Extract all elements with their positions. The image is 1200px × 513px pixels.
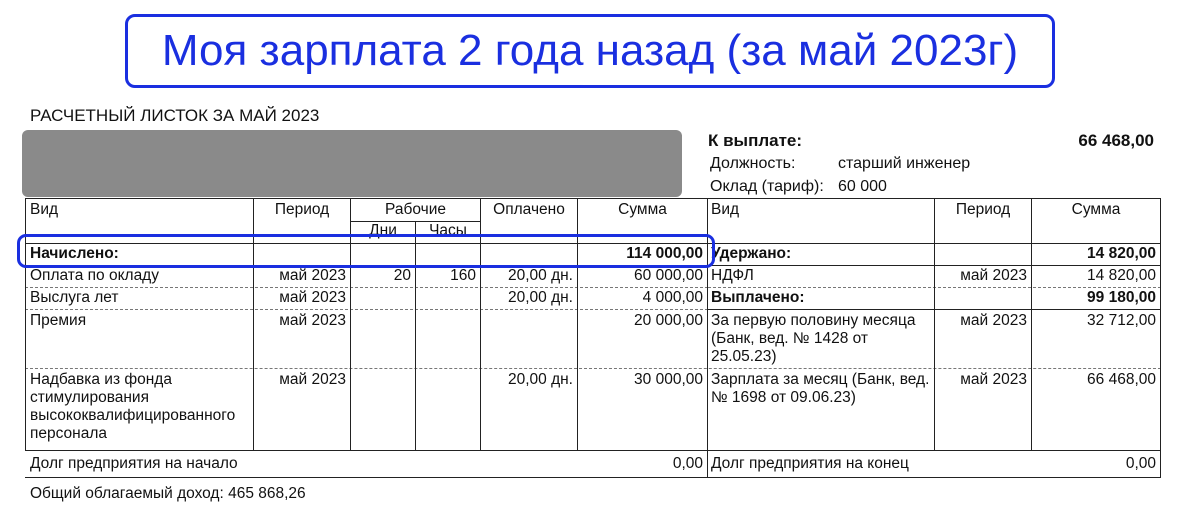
accrual-paid: 20,00 дн. — [507, 267, 573, 284]
table-top-border — [25, 198, 1161, 199]
col-header-paid: Оплачено — [493, 201, 565, 218]
row-divider — [25, 287, 708, 288]
debt-start-value: 0,00 — [672, 455, 703, 472]
payout-amount: 66 468,00 — [1087, 371, 1156, 388]
payout-amount: 32 712,00 — [1087, 312, 1156, 329]
withheld-label: Удержано: — [711, 245, 792, 262]
ndfl-amount: 14 820,00 — [1087, 267, 1156, 284]
right-header-amount: Сумма — [1071, 201, 1121, 218]
position-value: старший инженер — [838, 155, 971, 172]
accrual-type: Оплата по окладу — [30, 267, 159, 284]
right-header-type: Вид — [711, 201, 740, 218]
accrued-highlight-box — [17, 234, 715, 268]
accrual-amount: 20 000,00 — [634, 312, 703, 329]
payout-type: Зарплата за месяц (Банк, вед. № 1698 от 09.06.23) — [711, 371, 930, 406]
payout-value: 66 468,00 — [1078, 131, 1154, 150]
accrued-total: 114 000,00 — [626, 245, 703, 262]
col-header-type: Вид — [30, 201, 59, 218]
debt-end-label: Долг предприятия на конец — [711, 455, 909, 472]
accrued-label: Начислено: — [30, 245, 119, 262]
accrual-amount: 60 000,00 — [634, 267, 703, 284]
debt-end-value: 0,00 — [1125, 455, 1156, 472]
title-banner: Моя зарплата 2 года назад (за май 2023г) — [125, 14, 1055, 88]
accrual-period: май 2023 — [279, 289, 346, 306]
accrual-hours: 160 — [450, 267, 476, 284]
payout-period: май 2023 — [960, 312, 1027, 329]
row-divider — [25, 368, 1161, 369]
accrual-days: 20 — [393, 267, 411, 284]
withheld-total: 14 820,00 — [1087, 245, 1156, 262]
col-header-working: Рабочие — [385, 201, 446, 218]
paid-out-total: 99 180,00 — [1087, 289, 1156, 306]
accrual-period: май 2023 — [279, 371, 346, 388]
document-title: РАСЧЕТНЫЙ ЛИСТОК ЗА МАЙ 2023 — [30, 106, 320, 125]
accrual-amount: 4 000,00 — [642, 289, 703, 306]
accrual-type: Надбавка из фонда стимулирования высококвалифицированного персонала — [30, 371, 236, 442]
payout-label: К выплате: — [708, 131, 803, 150]
accrual-period: май 2023 — [279, 267, 346, 284]
salary-label: Оклад (тариф): — [710, 178, 824, 195]
row-divider — [25, 309, 708, 310]
col-header-days: Дни — [369, 222, 397, 239]
table-right-border — [1160, 198, 1161, 477]
accrual-paid: 20,00 дн. — [507, 289, 573, 306]
right-header-period: Период — [955, 201, 1011, 218]
table-bottom-border — [25, 477, 1161, 478]
accrual-period: май 2023 — [279, 312, 346, 329]
accrual-paid: 20,00 дн. — [507, 371, 573, 388]
payout-period: май 2023 — [960, 371, 1027, 388]
debt-start-label: Долг предприятия на начало — [30, 455, 238, 472]
salary-value: 60 000 — [838, 178, 887, 195]
col-header-hours: Часы — [429, 222, 467, 239]
paid-out-label: Выплачено: — [711, 289, 805, 306]
accrual-type: Премия — [30, 312, 87, 329]
col-header-period: Период — [274, 201, 330, 218]
accrual-type: Выслуга лет — [30, 289, 119, 306]
taxable-income: Общий облагаемый доход: 465 868,26 — [30, 485, 306, 502]
position-label: Должность: — [710, 155, 796, 172]
table-body-bottom — [25, 450, 1161, 451]
payout-type: За первую половину месяца (Банк, вед. № 1428 от 25.05.23) — [711, 312, 916, 365]
ndfl-type: НДФЛ — [711, 267, 754, 284]
col-header-amount: Сумма — [618, 201, 667, 218]
accrual-amount: 30 000,00 — [634, 371, 703, 388]
ndfl-period: май 2023 — [960, 267, 1027, 284]
